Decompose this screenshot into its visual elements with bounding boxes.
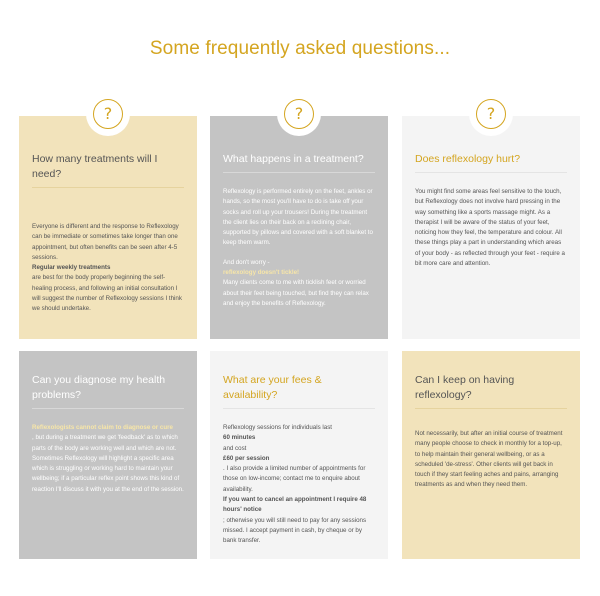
card-text: and cost	[223, 444, 247, 452]
card-highlight: reflexology doesn't tickle!	[223, 269, 300, 277]
card-title: What are your fees & availability?	[223, 374, 322, 401]
card-title: What happens in a treatment?	[223, 153, 364, 165]
faq-card-what-happens	[210, 116, 388, 339]
question-badge	[277, 92, 321, 136]
card-text: Many clients come to me with ticklish feet or worried about their feet being touched, but find they can relax and enjoy the benefits of Reflexology.	[223, 279, 369, 307]
card-text: . I also provide a limited number of appointments for those on low-income; contact me to enquire about availability.	[223, 465, 366, 493]
faq-card-treatments	[19, 116, 197, 339]
divider	[223, 408, 375, 409]
card-title: Can you diagnose my health problems?	[32, 374, 166, 401]
faq-card-fees	[210, 351, 388, 559]
card-highlight: Reflexologists cannot claim to diagnose or cure	[32, 424, 173, 431]
faq-card-diagnose	[19, 351, 197, 559]
page-title: Some frequently asked questions...	[149, 38, 451, 59]
card-highlight: Regular weekly treatments	[32, 264, 111, 272]
card-text: Reflexology is performed entirely on the feet, ankles or hands, so the most you'll have to do is take off your socks and roll up your trousers! During the treatment the client lies on their back on a reclining chair, supported by pillows and covered with a soft blanket to keep them warm.	[223, 188, 373, 247]
card-title: How many treatments will I need?	[32, 153, 158, 180]
question-badge	[86, 92, 130, 136]
divider	[415, 172, 567, 173]
question-circle-icon: ?	[93, 99, 123, 129]
faq-card-does-it-hurt	[402, 116, 580, 339]
card-title: Can I keep on having reflexology?	[415, 374, 515, 401]
card-text: are best for the body properly beginning the self-healing process, and following an initial consultation I will suggest the number of Reflexology sessions I think we should undertake.	[32, 274, 182, 313]
divider	[415, 408, 567, 409]
divider	[223, 172, 375, 173]
faq-card-keep-having	[402, 351, 580, 559]
card-text: , but during a treatment we get 'feedback' as to which parts of the body are working well and which are not. Sometimes Reflexology will highlight a specific area which is struggling or working hard to maintain your wellbeing; if a particular reflex point shows this kind of reaction I'll discuss it with you at the end of the session.	[32, 434, 184, 493]
card-text: Not necessarily, but after an initial course of treatment many people choose to check in monthly for a top-up, to help maintain their general wellbeing, or as a scheduled 'de-stress'. Other clients will get back in touch if they start feeling aches and pains, arranging treatments as and when they need them.	[415, 430, 563, 489]
card-text: And don't worry -	[223, 258, 270, 266]
card-highlight: 60 minutes	[223, 434, 256, 442]
divider	[32, 408, 184, 409]
question-badge	[469, 92, 513, 136]
divider	[32, 187, 184, 188]
question-circle-icon: ?	[284, 99, 314, 129]
card-highlight: If you want to cancel an appointment I require 48 hours' notice	[223, 496, 367, 514]
card-text: Reflexology sessions for individuals last	[223, 424, 333, 431]
question-circle-icon: ?	[476, 99, 506, 129]
card-text: Everyone is different and the response to Reflexology can be immediate or sometimes take longer than one appointment, but often benefits can be seen after 4-5 sessions.	[32, 223, 179, 261]
card-highlight: £60 per session	[223, 454, 270, 462]
card-text: You might find some areas feel sensitive to the touch, but Reflexology does not involve hard pressing in the way something like a sports massage might. As a therapist I will be aware of the status of your feet, noticing how they feel, the temperature and colour. All these things play a part in understanding which areas of your body - as reflected through your feet - require a bit more care and attention.	[415, 188, 565, 268]
card-title: Does reflexology hurt?	[415, 153, 521, 165]
card-text: ; otherwise you will still need to pay for any sessions missed. I accept payment in cash, by cheque or by bank transfer.	[223, 516, 367, 545]
